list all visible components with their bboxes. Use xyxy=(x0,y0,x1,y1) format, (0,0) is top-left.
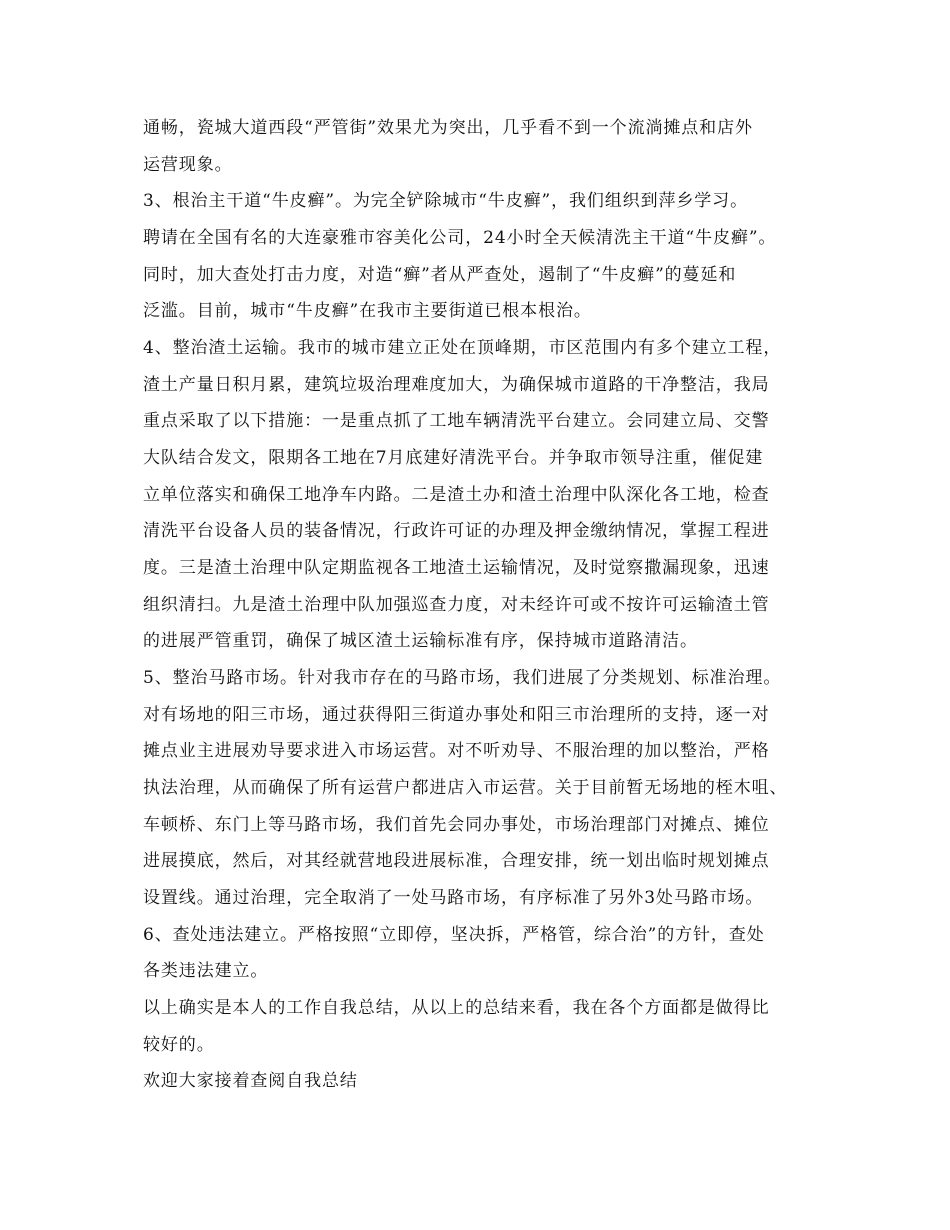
text-line: 摊点业主进展劝导要求进入市场运营。对不听劝导、不服治理的加以整治，严格 xyxy=(143,741,770,761)
text-line: 运营现象。 xyxy=(143,155,233,175)
text-line: 通畅，瓷城大道西段“严管街”效果尤为突出，几乎看不到一个流淌摊点和店外 xyxy=(143,118,753,138)
text-line: 立单位落实和确保工地净车内路。二是渣土办和渣土治理中队深化各工地，检查 xyxy=(143,485,770,505)
text-line: 度。三是渣土治理中队定期监视各工地渣土运输情况，及时觉察撒漏现象，迅速 xyxy=(143,558,770,578)
text-line: 6、查处违法建立。严格按照“立即停，坚决拆，严格管，综合治”的方针，查处 xyxy=(143,925,765,945)
text-line: 同时，加大查处打击力度，对造“癣”者从严查处，遏制了“牛皮癣”的蔓延和 xyxy=(143,265,737,285)
text-line: 对有场地的阳三市场，通过获得阳三街道办事处和阳三市治理所的支持，逐一对 xyxy=(143,705,770,725)
text-line: 泛滥。目前，城市“牛皮癣”在我市主要街道已根本根治。 xyxy=(143,301,592,321)
text-line: 组织清扫。九是渣土治理中队加强巡查力度，对未经许可或不按许可运输渣土管 xyxy=(143,595,770,615)
text-line: 欢迎大家接着查阅自我总结 xyxy=(143,1071,358,1091)
text-line: 渣土产量日积月累，建筑垃圾治理难度加大，为确保城市道路的干净整洁，我局 xyxy=(143,375,770,395)
text-line: 4、整治渣土运输。我市的城市建立正处在顶峰期，市区范围内有多个建立工程， xyxy=(143,338,782,358)
text-line: 执法治理，从而确保了所有运营户都进店入市运营。关于目前暂无场地的桎木咀、 xyxy=(143,778,788,798)
text-line: 3、根治主干道“牛皮癣”。为完全铲除城市“牛皮癣”，我们组织到萍乡学习。 xyxy=(143,191,748,211)
text-line: 以上确实是本人的工作自我总结，从以上的总结来看，我在各个方面都是做得比 xyxy=(143,998,770,1018)
text-line: 聘请在全国有名的大连豪雅市容美化公司，24小时全天候清洗主干道“牛皮癣”。 xyxy=(143,228,777,248)
text-line: 车顿桥、东门上等马路市场，我们首先会同办事处，市场治理部门对摊点、摊位 xyxy=(143,815,770,835)
text-line: 各类违法建立。 xyxy=(143,961,269,981)
text-line: 重点采取了以下措施：一是重点抓了工地车辆清洗平台建立。会同建立局、交警 xyxy=(143,411,770,431)
text-line: 较好的。 xyxy=(143,1035,215,1055)
text-line: 大队结合发文，限期各工地在7月底建好清洗平台。并争取市领导注重，催促建 xyxy=(143,448,764,468)
text-line: 清洗平台设备人员的装备情况，行政许可证的办理及押金缴纳情况，掌握工程进 xyxy=(143,521,770,541)
text-line: 的进展严管重罚，确保了城区渣土运输标准有序，保持城市道路清洁。 xyxy=(143,631,698,651)
text-line: 5、整治马路市场。针对我市存在的马路市场，我们进展了分类规划、标准治理。 xyxy=(143,668,782,688)
text-line: 设置线。通过治理，完全取消了一处马路市场，有序标准了另外3处马路市场。 xyxy=(143,888,764,908)
text-line: 进展摸底，然后，对其经就营地段进展标准，合理安排，统一划出临时规划摊点 xyxy=(143,851,770,871)
